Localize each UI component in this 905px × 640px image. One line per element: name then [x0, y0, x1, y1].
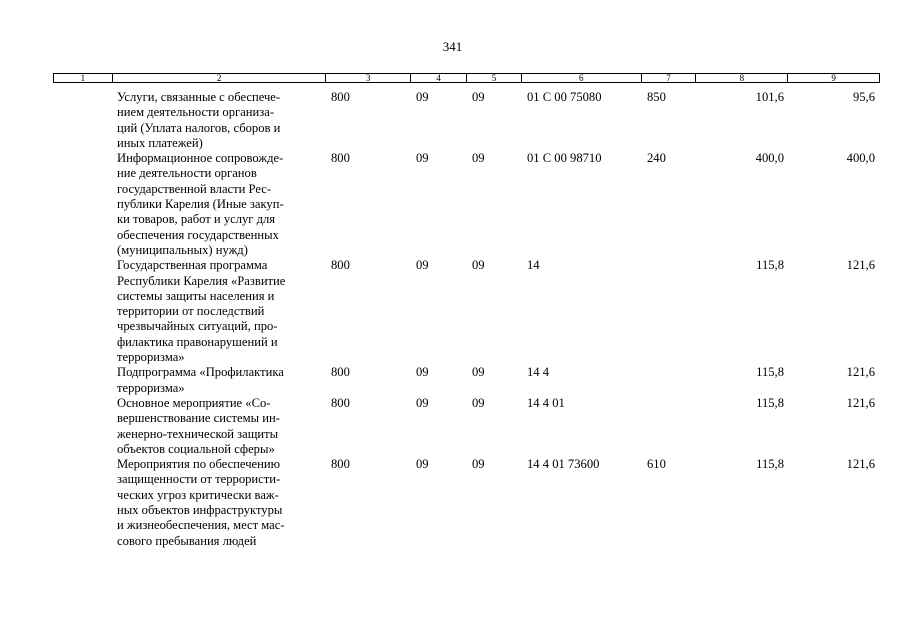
cell-col-7	[642, 258, 697, 365]
item-name-line: Основное мероприятие «Со-	[117, 395, 271, 410]
column-header-2: 2	[113, 74, 326, 82]
table-row	[53, 457, 880, 549]
cell-col-6: 14 4 01 73600	[527, 457, 600, 472]
cell-col-8: 115,8	[756, 395, 784, 410]
column-header-4: 4	[411, 74, 467, 82]
table-row	[53, 151, 880, 258]
cell-col-9: 121,6	[846, 457, 875, 472]
cell-col-9: 95,6	[852, 90, 875, 104]
column-header-9: 9	[831, 73, 836, 83]
item-name-line: ческих угроз критически важ-	[117, 487, 279, 502]
cell-col-7	[642, 396, 697, 457]
item-name-line: объектов социальной сферы»	[117, 441, 275, 456]
item-name-line: защищенности от террористи-	[117, 472, 281, 487]
cell-item-name	[112, 457, 326, 549]
item-name-line: терроризма»	[117, 380, 185, 395]
cell-col-9: 121,6	[846, 395, 875, 410]
cell-col-7	[642, 365, 697, 396]
table-row	[53, 396, 880, 457]
cell-col-5: 09	[472, 90, 485, 104]
cell-col-3: 800	[331, 258, 350, 273]
column-header-3: 3	[326, 74, 411, 82]
cell-col-1	[53, 258, 112, 365]
table-row	[53, 258, 880, 365]
cell-col-7: 240	[647, 151, 666, 166]
cell-col-1	[53, 457, 112, 549]
cell-col-6: 01 С 00 98710	[527, 151, 602, 166]
cell-col-3: 800	[331, 457, 350, 472]
item-name-line: ки товаров, работ и услуг для	[117, 212, 276, 227]
cell-col-6: 14 4 01	[527, 395, 565, 410]
item-name-line: ных объектов инфраструктуры	[117, 503, 283, 518]
cell-item-name	[112, 258, 326, 365]
table-header-row	[53, 73, 880, 83]
cell-col-3: 800	[331, 365, 350, 380]
cell-col-4: 09	[416, 90, 429, 104]
table-row	[53, 90, 880, 151]
cell-col-4: 09	[416, 395, 429, 410]
cell-col-6: 14	[527, 258, 540, 273]
item-name-line: ций (Уплата налогов, сборов и	[117, 120, 281, 135]
cell-col-4: 09	[416, 457, 429, 472]
cell-col-4: 09	[416, 151, 429, 166]
item-name-line: Государственная программа	[117, 258, 268, 273]
item-name-line: территории от последствий	[117, 304, 265, 319]
item-name-line: филактика правонарушений и	[117, 334, 278, 349]
cell-col-3: 800	[331, 395, 350, 410]
column-header-5: 5	[467, 74, 522, 82]
cell-col-1	[53, 365, 112, 396]
cell-col-1	[53, 90, 112, 151]
cell-col-8: 101,6	[755, 90, 784, 104]
cell-col-8: 115,8	[756, 365, 784, 380]
item-name-line: Мероприятия по обеспечению	[117, 457, 281, 472]
item-name-line: обеспечения государственных	[117, 227, 279, 242]
cell-col-5: 09	[472, 151, 485, 166]
cell-col-3: 800	[331, 151, 350, 166]
cell-item-name	[112, 365, 326, 396]
cell-col-1	[53, 396, 112, 457]
cell-col-7: 850	[647, 90, 666, 104]
item-name-line: Республики Карелия «Развитие	[117, 273, 286, 288]
item-name-line: системы защиты населения и	[117, 288, 275, 303]
item-name-line: государственной власти Рес-	[117, 181, 272, 196]
item-name-line: чрезвычайных ситуаций, про-	[117, 319, 278, 334]
column-header-6: 6	[522, 74, 642, 82]
cell-col-1	[53, 151, 112, 258]
cell-item-name	[112, 151, 326, 258]
cell-col-8: 400,0	[755, 151, 784, 166]
cell-item-name	[112, 396, 326, 457]
item-name-line: Информационное сопровожде-	[117, 151, 284, 166]
item-name-line: иных платежей)	[117, 135, 203, 150]
item-name-line: женерно-технической защиты	[117, 426, 279, 441]
item-name-line: ние деятельности органов	[117, 166, 257, 181]
item-name-line: терроризма»	[117, 350, 185, 365]
table-body	[53, 90, 880, 549]
column-header-7: 7	[642, 74, 697, 82]
cell-col-6: 01 С 00 75080	[527, 90, 602, 104]
cell-col-4: 09	[416, 365, 429, 380]
item-name-line: сового пребывания людей	[117, 533, 257, 548]
item-name-line: и жизнеобеспечения, мест мас-	[117, 518, 285, 533]
cell-col-8: 115,8	[756, 457, 784, 472]
cell-col-8: 115,8	[756, 258, 784, 273]
item-name-line: Подпрограмма «Профилактика	[117, 365, 284, 380]
item-name-line: вершенствование системы ин-	[117, 411, 280, 426]
column-header-1: 1	[54, 74, 113, 82]
cell-col-9: 400,0	[846, 151, 875, 166]
cell-col-9: 121,6	[846, 258, 875, 273]
cell-col-4: 09	[416, 258, 429, 273]
table-row	[53, 365, 880, 396]
item-name-line: нием деятельности организа-	[117, 105, 275, 120]
cell-col-5: 09	[472, 365, 485, 380]
item-name-line: публики Карелия (Иные закуп-	[117, 197, 284, 212]
cell-col-6: 14 4	[527, 365, 550, 380]
cell-col-5: 09	[472, 457, 485, 472]
cell-col-3: 800	[331, 90, 350, 104]
cell-col-9: 121,6	[846, 365, 875, 380]
item-name-line: (муниципальных) нужд)	[117, 242, 248, 257]
column-header-8: 8	[696, 74, 788, 82]
cell-col-5: 09	[472, 395, 485, 410]
cell-col-7: 610	[647, 457, 666, 472]
page-number: 341	[442, 39, 463, 54]
cell-col-5: 09	[472, 258, 485, 273]
item-name-line: Услуги, связанные с обеспече-	[117, 90, 281, 104]
cell-item-name	[112, 90, 326, 151]
